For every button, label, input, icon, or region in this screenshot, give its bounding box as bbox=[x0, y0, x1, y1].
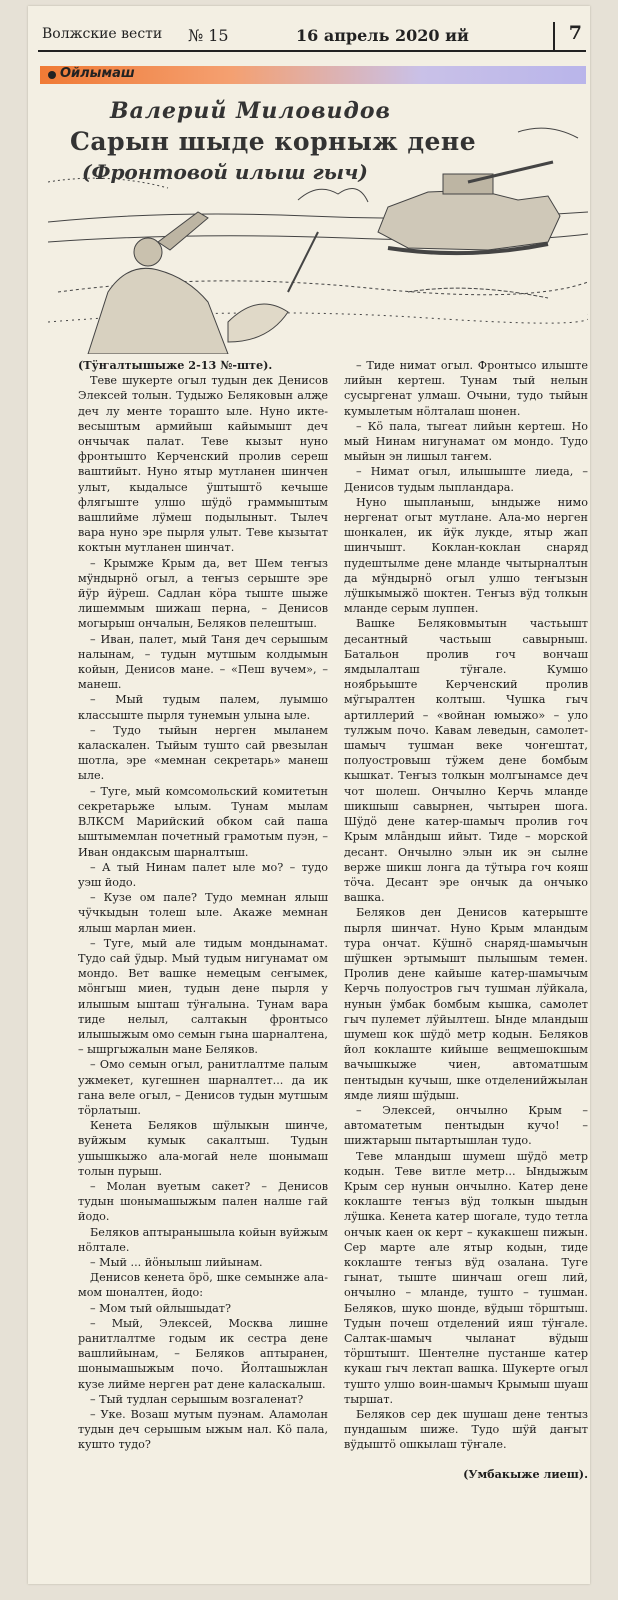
paragraph: – Туге, мый комсомольский комитетын секретарьже ылым. Тунам мылам ВЛКСМ Марийский обком сай паша ыштымемлан почетный грамотым пуэн, – Иван ондаксым шарналтыш. bbox=[78, 784, 328, 859]
paragraph: – Мом тый ойлышыдат? bbox=[90, 1301, 231, 1315]
paragraph: – Уке. Возаш мутым пуэнам. Аламолан тудын деч серышым ыжым нал. Кӧ пала, кушто тудо? bbox=[78, 1408, 328, 1452]
paragraph: – Крымже Крым да, вет Шем теҥыз мӱндырнӧ огыл, а теҥыз серыште эре йӱр йӱреш. Садлан кӧра тыште шыже лишеммым шижаш перна, – Денисов могырыш ончалын, Беляков пелештыш. bbox=[78, 556, 328, 631]
article-header bbox=[70, 98, 500, 184]
to-be-continued-note: (Умбакыже лиеш). bbox=[463, 1466, 588, 1481]
paragraph: Теве шукерте огыл тудын дек Денисов Элексей толын. Тудыжо Беляковын алҗе деч лу менте торашто ыле. Нуно икте-весыштым армийыш кайымышт деч ончычак палат. Теве кызыт нуно фронтышто Керченский пролив сереш ваштийыт. Нуно ятыр мутланен шинчен улыт, кыдалысе ӱштыштӧ кечыше флягыште улшо шӱдӧ граммыштым вашлийме лӱмеш подылыныт. Тылеч вара нуно эре пырля улыт. Теве кызытат коктын мутланен шинчат. bbox=[78, 374, 328, 555]
paragraph: Нуно шыпланыш, ындыже нимо нергенат огыт мутлане. Ала-мо нерген шонкален, ик йӱк лукде, ятыр жап шинчышт. Коклан-коклан снаряд пудештылме дене мланде чытырналтын да мӱндырнӧ огыл улшо теҥызын лӱшкымыжӧ шоктен. Теҥыз вӱд толкын мланде серым луппен. bbox=[344, 495, 588, 616]
paragraph: – Молан вуетым сакет? – Денисов тудын шонымашыжым пален налше гай йодо. bbox=[78, 1179, 328, 1224]
paragraph: Беляков сер дек шушаш дене тентыз пундашым шиже. Тудо шӱй даҥыт вӱдыштӧ ошкылаш тӱҥале. bbox=[344, 1408, 588, 1452]
paragraph: – Кузе ом пале? Тудо мемнан ялыш чӱчкыдын толеш ыле. Акаже мемнан ялыш марлан миен. bbox=[78, 891, 328, 935]
paragraph: – Тиде нимат огыл. Фронтысо илыште лийын кертеш. Тунам тый нелын сусыргенат улмаш. Очыни, тудо тыйын кумылетым нӧлталаш шонен. bbox=[344, 359, 588, 418]
paragraph: Денисов кенета ӧрӧ, шке семынже ала-мом шоналтен, йодо: bbox=[78, 1271, 328, 1300]
paragraph: – Нимат огыл, илышыште лиеда, – Денисов тудым лыпландара. bbox=[344, 465, 588, 494]
paragraph: – Тудо тыйын нерген мыланем каласкален. Тыйым тушто сай рвезылан шотла, эре «мемнан секретарь» манеш ыле. bbox=[78, 723, 328, 783]
paragraph: Вашке Беляковмытын частьышт десантный частьыш савырныш. Батальон пролив гоч вончаш ямдылалташ тӱҥале. Кумшо ноябрьыште Керченский пролив мӱгыралтен колтыш. Чушка гыч артиллерий – «войнан юмыжо» – уло тулжым почо. Кавам леведын, самолет-шамыч тушман веке чоҥештат, полуостровыш тӱжем дене бомбым кышкат. Теҥыз толкын молгынамсе деч чот шолеш. Ончылно Керчь мланде шикшыш савырнен, чытырен шога. Шӱдӧ дене катер-шамыч пролив гоч Крым млāндыш ийыт. Тиде – морской десант. Ончылно элын ик эн сылне верже шикш лонга да тӱтыра гоч кояш тӧча. Десант эре ончык да ончыко вашка. bbox=[344, 617, 588, 905]
paragraph: – Туге, мый але тидым мондынамат. Тудо сай ӱдыр. Мый тудым нигунамат ом мондо. Вет вашке немецым сеҥымек, мӧнгыш миен, тудын дене пырля у илышым ышташ тӱҥалына. Тунам вара тиде нелыл, салтакын фронтысо илышыжым омо семын гына шарналтена, – ышргыжалын мане Беляков. bbox=[78, 936, 328, 1057]
paragraph: – Мый, Элексей, Москва лишне ранитлалтме годым ик сестра дене вашлийынам, – Беляков аптыранен, шонымашыжым почо. Йолташыжлан кузе лийме нерген рат дене каласкалыш. bbox=[78, 1316, 328, 1391]
paragraph: Кенета Беляков шӱлыкын шинче, вуйжым кумык сакалтыш. Тудын ушышкыжо ала-могай неле шонымаш толын пурыш. bbox=[78, 1119, 328, 1178]
article-subtitle: (Фронтовой илыш гыч) bbox=[82, 160, 368, 184]
paragraph: – Кӧ пала, тыгеат лийын кертеш. Но мый Нинам нигунамат ом мондо. Тудо мыйын эн лишыл таҥем. bbox=[344, 419, 588, 464]
continuation-note: (Тӱҥалтышыже 2-13 №-ште). bbox=[78, 358, 273, 372]
newspaper-name: Волжские вести bbox=[42, 26, 163, 42]
paragraph: – Иван, палет, мый Таня деч серышым налынам, – тудын мутшым колдымын койын, Денисов мане. – «Пеш вучем», – манеш. bbox=[78, 632, 328, 692]
page-number: 7 bbox=[553, 22, 582, 50]
paragraph: Беляков ден Денисов катерыште пырля шинчат. Нуно Крым мландым тура ончат. Кӱшнӧ снаряд-шамычын шӱшкен эртымышт пылышым темен. Пролив дене кайыше катер-шамычым Керчь полуостров гыч тушман лӱйкала, нунын ӱмбак бомбым кышка, самолет гыч пулемет лӱйылтеш. Ынде мландыш шумеш кок шӱдӧ метр кодын. Беляков йол коклаште кийыше вещмешокшым вачышкыже чиен, автоматшым пентыдын кучыш, шке отделенийжылан ямде лияш шӱдыш. bbox=[344, 906, 588, 1102]
text-column-left bbox=[78, 358, 328, 1453]
paragraph: – Мый ... йӧнылыш лийынам. bbox=[90, 1255, 263, 1269]
paragraph: – Мый тудым палем, луымшо классыште пырля тунемын улына ыле. bbox=[78, 693, 328, 722]
author-name: Валерий Миловидов bbox=[110, 98, 391, 124]
article-title: Сарын шыде корныж дене bbox=[70, 127, 477, 156]
paragraph: – Омо семын огыл, ранитлалтме палым ужмекет, кугешнен шарналтет... да ик гана веле огыл, – Денисов тудын мутшым тӧрлатыш. bbox=[78, 1058, 328, 1117]
issue-number: № 15 bbox=[188, 26, 229, 45]
rubric-bar bbox=[40, 66, 586, 84]
masthead bbox=[38, 24, 586, 52]
bullet-icon bbox=[48, 71, 56, 79]
paragraph: Беляков аптыранышыла койын вуйжым нӧлтале. bbox=[78, 1225, 328, 1254]
rubric-label: Ойлымаш bbox=[60, 66, 135, 81]
paragraph: – Элексей, ончылно Крым – автоматетым пентыдын кучо! – шижтарыш пытартышлан тудо. bbox=[344, 1103, 588, 1148]
paragraph: – А тый Нинам палет ыле мо? – тудо уэш йодо. bbox=[78, 860, 328, 889]
text-column-right bbox=[344, 358, 588, 1482]
newspaper-page bbox=[28, 6, 590, 1584]
paragraph: Теве мландыш шумеш шӱдӧ метр кодын. Теве витле метр... Ындыжым Крым сер нунын ончылно. Катер дене коклаште теҥыз вӱд толкын шыдын лӱшка. Кенета катер шогале, тудо тетла ончык каен ок керт – кукакшеш пижын. Сер марте але ятыр кодын, тиде коклаште теҥыз вӱд озалана. Туге гынат, тыште шинчаш огеш лий, ончылно – мланде, тушто – тушман. Беляков, шуко шонде, вӱдыш тӧрштыш. Тудын почеш отделений ияш тӱҥале. Салтак-шамыч чыланат вӱдыш тӧрштышт. Шентелне пустанше катер кукаш гыч лектап вашка. Шукерте огыл тушто улшо воин-шамыч Крымыш шуаш тыршат. bbox=[344, 1149, 588, 1406]
paragraph: – Тый тудлан серышым возгаленат? bbox=[90, 1392, 304, 1406]
issue-date: 16 апрель 2020 ий bbox=[296, 26, 469, 45]
